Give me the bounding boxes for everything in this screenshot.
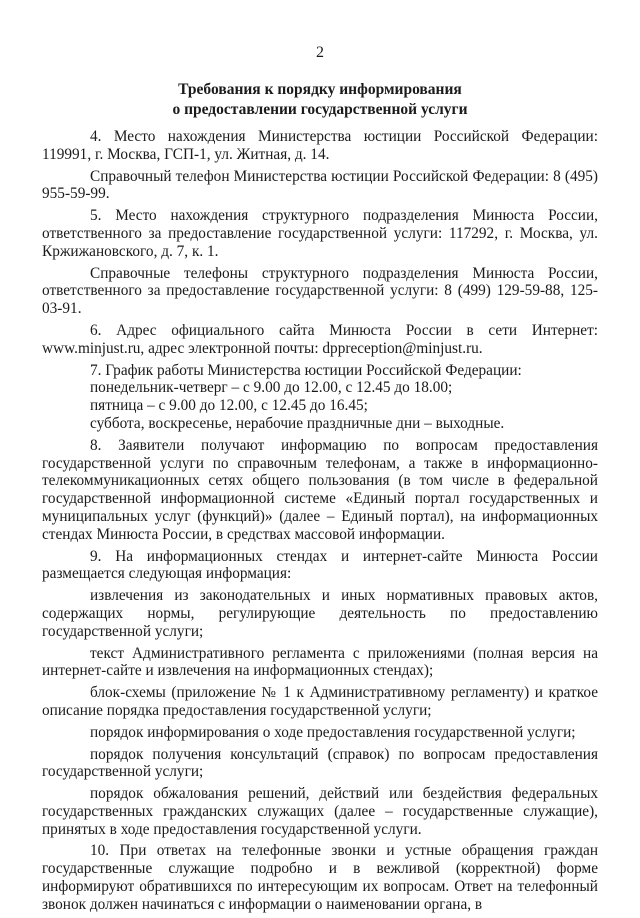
list-item-progress-info: порядок информирования о ходе предоставления государственной услуги; [90, 723, 576, 741]
list-item-flowcharts: блок-схемы (приложение № 1 к Административному регламенту) и краткое описание порядка предоставления государственной услуги; [42, 684, 598, 719]
schedule-mon-thu: понедельник-четверг – с 9.00 до 12.00, с 12.45 до 18.00; [90, 379, 453, 397]
page-number: 2 [316, 44, 324, 61]
section-heading [0, 80, 640, 120]
schedule-weekend: суббота, воскресенье, нерабочие праздничные дни – выходные. [90, 414, 505, 432]
list-item-appeals: порядок обжалования решений, действий или бездействия федеральных государственных гражданских служащих (далее – государственные служащие), принятых в ходе предоставления государственной услуги. [42, 785, 598, 838]
paragraph-ministry-phone: Справочный телефон Министерства юстиции Российской Федерации: 8 (495) 955-59-99. [42, 167, 598, 203]
list-item-regulation-text: текст Административного регламента с приложениями (полная версия на интернет-сайте и извлечения на информационных стендах); [42, 644, 598, 680]
section-heading-line-2: о предоставлении государственной услуги [172, 101, 468, 118]
section-heading-line-1: Требования к порядку информирования [178, 81, 462, 98]
list-item-consultations: порядок получения консультаций (справок) по вопросам предоставления государственной услуги; [42, 745, 598, 781]
paragraph-7-schedule: 7. График работы Министерства юстиции Российской Федерации: [90, 361, 522, 379]
paragraph-10-phone-answers: 10. При ответах на телефонные звонки и устные обращения граждан государственные служащие подробно и в вежливой (корректной) форме информируют обратившихся по интересующим их вопросам. Ответ на телефонный звонок должен начинаться с информации о наименовании органа, в [42, 842, 598, 913]
document-body [42, 128, 598, 918]
paragraph-8-applicants-info: 8. Заявители получают информацию по вопросам предоставления государственной услуги по справочным телефонам, а также в информационно-телекоммуникационных сетях общего пользования (в том числе в федеральной государственной информационной системе «Единый портал государственных и муниципальных услуг (функций)» (далее – Единый портал), на информационных стендах Минюста России, в средствах массовой информации. [42, 436, 598, 543]
schedule-friday: пятница – с 9.00 до 12.00, с 12.45 до 16.45; [90, 397, 368, 415]
paragraph-9-stands: 9. На информационных стендах и интернет-сайте Минюста России размещается следующая информация: [42, 547, 598, 583]
list-item-legal-extracts: извлечения из законодательных и иных нормативных правовых актов, содержащих нормы, регулирующие деятельность по предоставлению государственной услуги; [42, 587, 598, 640]
paragraph-division-phones: Справочные телефоны структурного подразделения Минюста России, ответственного за предоставление государственной услуги: 8 (499) 129-59-88, 125-03-91. [42, 264, 598, 318]
paragraph-5-division-location: 5. Место нахождения структурного подразделения Минюста России, ответственного за предоставление государственной услуги: 117292, г. Москва, ул. Кржижановского, д. 7, к. 1. [42, 207, 598, 260]
paragraph-6-website: 6. Адрес официального сайта Минюста России в сети Интернет: www.minjust.ru, адрес электронной почты: dppreception@minjust.ru. [42, 321, 598, 357]
paragraph-4-location: 4. Место нахождения Министерства юстиции Российской Федерации: 119991, г. Москва, ГСП-1, ул. Житная, д. 14. [42, 128, 598, 163]
